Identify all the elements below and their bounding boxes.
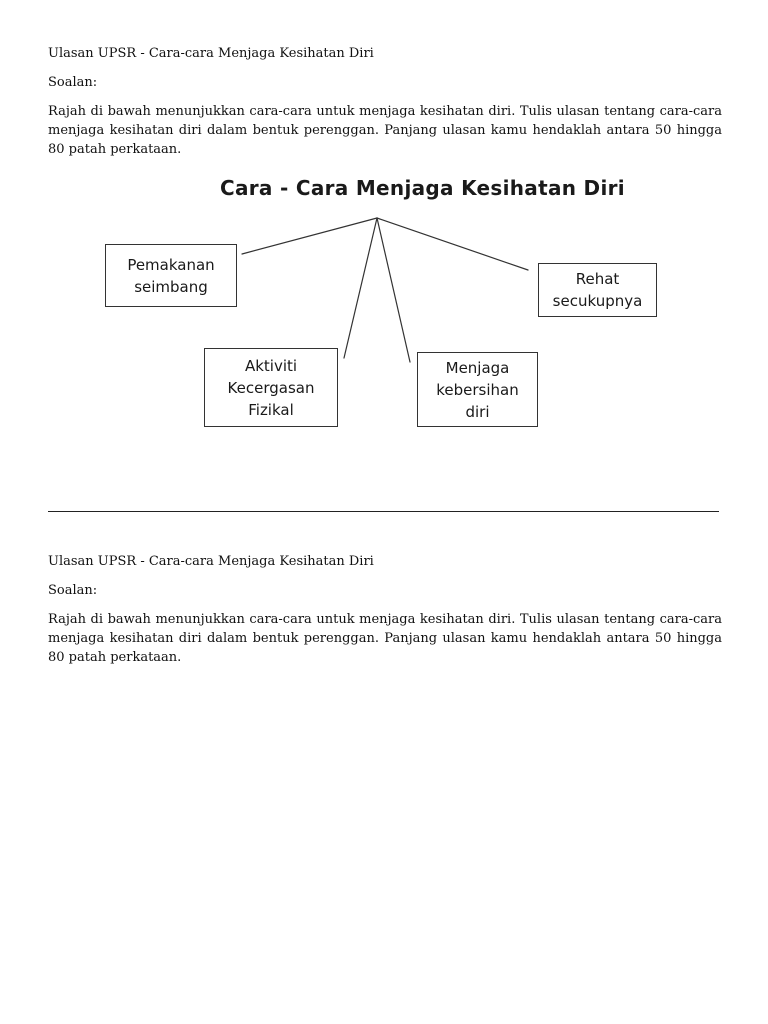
node-line: kebersihan [436, 380, 519, 399]
connector-menjaga [377, 218, 410, 362]
question-label: Soalan: [48, 75, 98, 90]
node-line: Fizikal [248, 400, 294, 419]
node-line: Pemakanan [127, 255, 215, 274]
node-line: Aktiviti [244, 356, 298, 375]
node-line: diri [465, 402, 490, 421]
connector-rehat [377, 218, 528, 270]
node-menjaga-kebersihan-diri [417, 352, 538, 427]
node-line: Rehat [575, 270, 620, 288]
question-block-2 [48, 552, 722, 667]
node-line: Kecergasan [227, 378, 315, 397]
node-line: Menjaga [445, 358, 510, 377]
connector-pemakanan [242, 218, 377, 254]
node-aktiviti-kecergasan-fizikal [204, 348, 338, 427]
node-pemakanan-seimbang [105, 244, 237, 307]
node-line: seimbang [134, 277, 208, 296]
section-divider [48, 511, 719, 512]
question-text: Rajah di bawah menunjukkan cara-cara untuk menjaga kesihatan diri. Tulis ulasan tentang cara-cara menjaga kesihatan diri dalam bentuk perenggan. Panjang ulasan kamu hendaklah antara 50 hingga 80 patah perkataan. [48, 612, 722, 665]
section-heading: Ulasan UPSR - Cara-cara Menjaga Kesihatan Diri [48, 46, 374, 61]
question-text: Rajah di bawah menunjukkan cara-cara untuk menjaga kesihatan diri. Tulis ulasan tentang cara-cara menjaga kesihatan diri dalam bentuk perenggan. Panjang ulasan kamu hendaklah antara 50 hingga 80 patah perkataan. [48, 104, 722, 157]
diagram-title: Cara - Cara Menjaga Kesihatan Diri [220, 176, 625, 200]
mind-map-diagram [95, 172, 675, 434]
question-label: Soalan: [48, 583, 98, 598]
question-block-1 [48, 44, 722, 159]
section-heading: Ulasan UPSR - Cara-cara Menjaga Kesihatan Diri [48, 554, 374, 569]
connector-aktiviti [344, 218, 377, 358]
node-rehat-secukupnya [538, 263, 657, 317]
node-line: secukupnya [552, 292, 643, 310]
